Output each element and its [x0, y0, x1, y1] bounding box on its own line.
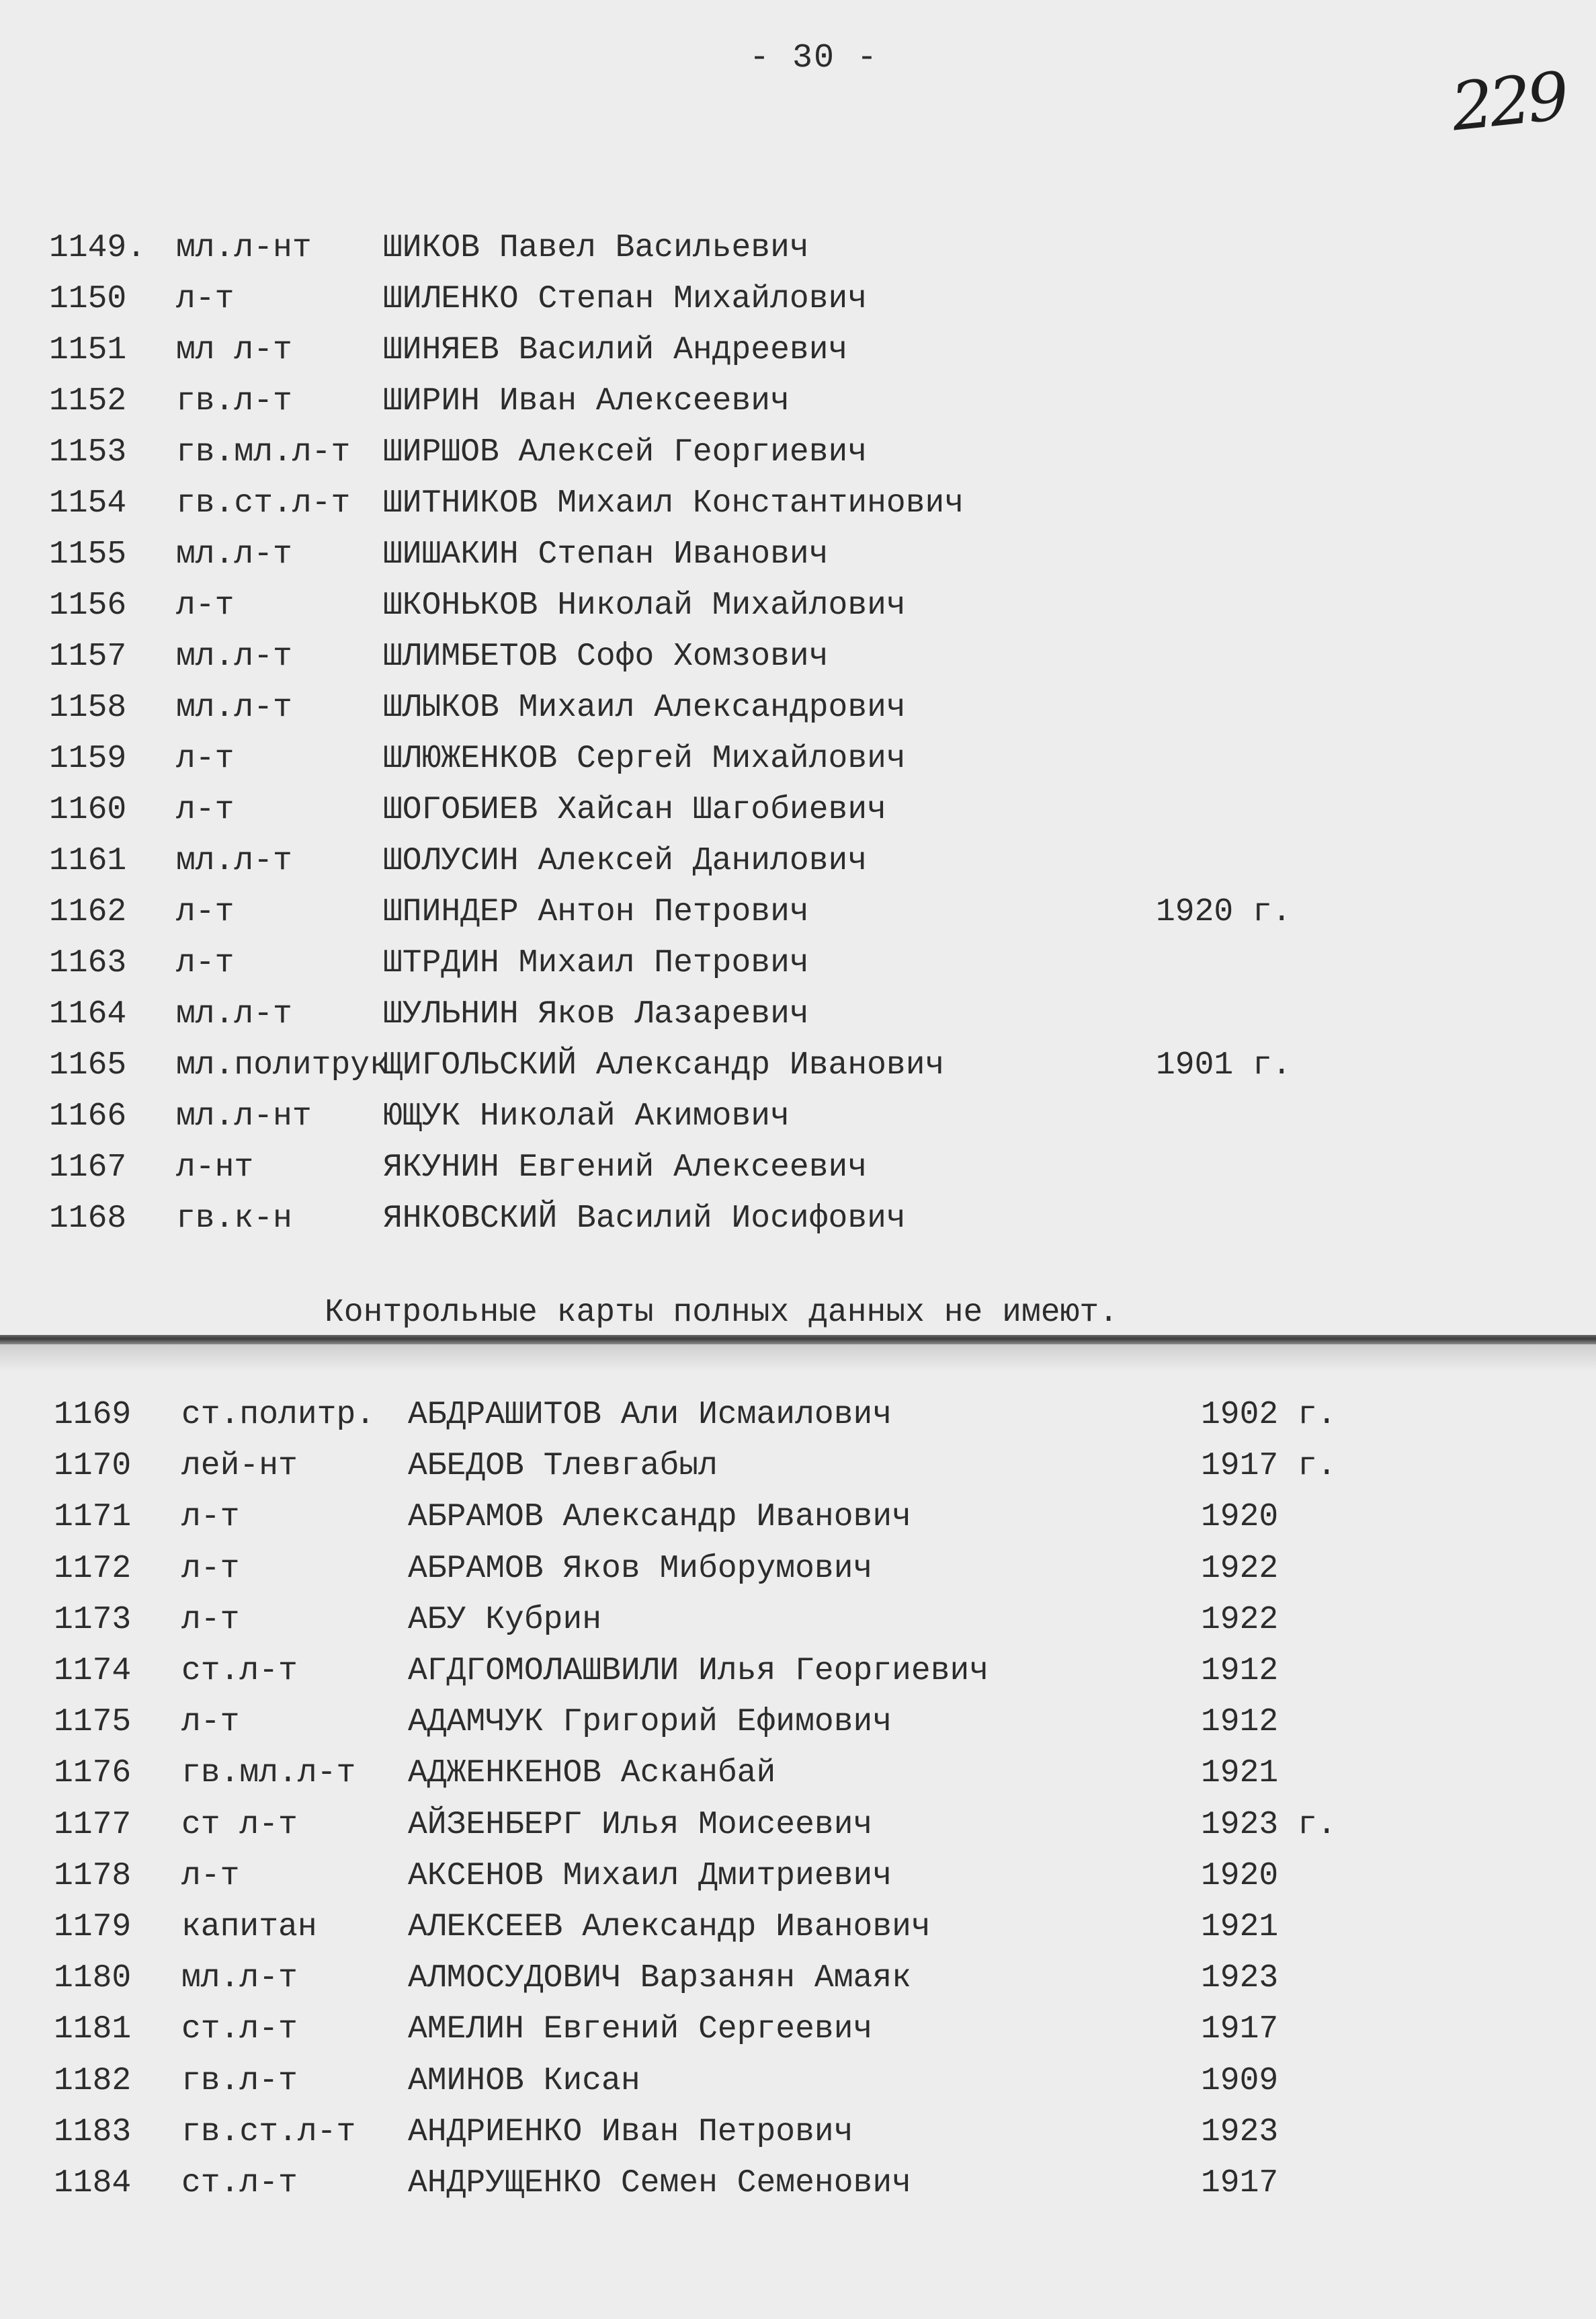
entry-rank: капитан — [181, 1909, 317, 1945]
list-item — [0, 536, 1596, 587]
entry-num: 1182 — [54, 2062, 132, 2099]
entry-rank: л-т — [176, 587, 235, 624]
entry-year: 1920 г. — [1156, 894, 1292, 930]
entry-rank: мл.политрук — [176, 1047, 389, 1084]
list-item — [0, 690, 1596, 741]
entry-rank: мл.л-т — [176, 996, 292, 1032]
entry-rank: л-т — [181, 1601, 240, 1638]
entry-rank: ст.политр. — [181, 1397, 376, 1433]
entry-name: ШИРШОВ Алексей Георгиевич — [383, 434, 868, 471]
entry-num: 1152 — [49, 383, 127, 419]
entry-year: 1922 — [1201, 1601, 1279, 1638]
entry-num: 1165 — [49, 1047, 127, 1084]
entry-rank: мл.л-нт — [176, 230, 312, 266]
entry-num: 1155 — [49, 536, 127, 573]
page-fold-shadow — [0, 1344, 1596, 1371]
entry-name: ШИШАКИН Степан Иванович — [383, 536, 829, 573]
entry-num: 1183 — [54, 2113, 132, 2150]
entry-num: 1166 — [49, 1098, 127, 1135]
entry-num: 1168 — [49, 1201, 127, 1237]
entry-name: ШЛЫКОВ Михаил Александрович — [383, 690, 906, 726]
entry-num: 1151 — [49, 332, 127, 368]
entry-rank: гв.мл.л-т — [176, 434, 351, 471]
entry-num: 1149. — [49, 230, 146, 266]
entry-rank: л-т — [181, 1704, 240, 1741]
archive-sheet-number: 229 — [1447, 58, 1569, 147]
entry-rank: ст.л-т — [181, 2165, 298, 2201]
list-item — [0, 1960, 1596, 2011]
entry-rank: мл.л-т — [176, 690, 292, 726]
entry-num: 1184 — [54, 2165, 132, 2201]
entry-num: 1179 — [54, 1909, 132, 1945]
entry-name: ЮЩУК Николай Акимович — [383, 1098, 790, 1135]
list-item — [0, 1858, 1596, 1909]
entry-rank: ст.л-т — [181, 2011, 298, 2048]
entry-name: АБРАМОВ Александр Иванович — [408, 1499, 911, 1536]
entry-num: 1174 — [54, 1653, 132, 1689]
entry-num: 1161 — [49, 843, 127, 879]
list-item — [0, 1397, 1596, 1448]
entry-name: ЩИГОЛЬСКИЙ Александр Иванович — [383, 1047, 945, 1084]
entry-rank: гв.ст.л-т — [176, 485, 351, 522]
entry-name: ШОГОБИЕВ Хайсан Шагобиевич — [383, 792, 886, 828]
entry-rank: л-т — [176, 741, 235, 777]
entry-name: ШИНЯЕВ Василий Андреевич — [383, 332, 848, 368]
list-item — [0, 1499, 1596, 1550]
list-item — [0, 434, 1596, 485]
entry-num: 1181 — [54, 2011, 132, 2048]
entry-name: ЯКУНИН Евгений Алексеевич — [383, 1149, 868, 1186]
entry-name: АДАМЧУК Григорий Ефимович — [408, 1704, 892, 1741]
list-item — [0, 2114, 1596, 2165]
entry-num: 1173 — [54, 1601, 132, 1638]
entry-num: 1156 — [49, 587, 127, 624]
entry-name: АМИНОВ Кисан — [408, 2062, 640, 2099]
entry-rank: л-т — [181, 1857, 240, 1894]
list-item — [0, 945, 1596, 996]
entry-year: 1920 — [1201, 1499, 1279, 1536]
entry-num: 1180 — [54, 1960, 132, 1997]
entry-name: АБУ Кубрин — [408, 1601, 602, 1638]
entry-num: 1159 — [49, 741, 127, 777]
entry-rank: ст.л-т — [181, 1653, 298, 1689]
entry-name: АЛМОСУДОВИЧ Варзанян Амаяк — [408, 1960, 911, 1997]
entry-num: 1169 — [54, 1397, 132, 1433]
entry-rank: мл.л-т — [176, 843, 292, 879]
entry-name: АЛЕКСЕЕВ Александр Иванович — [408, 1909, 931, 1945]
entry-name: АБЕДОВ Тлевгабыл — [408, 1448, 718, 1485]
entry-rank: мл.л-т — [176, 536, 292, 573]
entry-name: ШПИНДЕР Антон Петрович — [383, 894, 809, 930]
entry-num: 1160 — [49, 792, 127, 828]
entry-num: 1164 — [49, 996, 127, 1032]
entry-name: АБДРАШИТОВ Али Исмаилович — [408, 1397, 892, 1433]
entry-name: ШУЛЬНИН Яков Лазаревич — [383, 996, 809, 1032]
entry-rank: л-т — [176, 945, 235, 981]
list-item — [0, 792, 1596, 843]
entry-rank: ст л-т — [181, 1806, 298, 1843]
entry-num: 1171 — [54, 1499, 132, 1536]
list-item — [0, 1755, 1596, 1806]
entry-rank: лей-нт — [181, 1448, 298, 1485]
entry-num: 1153 — [49, 434, 127, 471]
list-item — [0, 2011, 1596, 2062]
entry-year: 1917 г. — [1201, 1448, 1337, 1485]
list-item — [0, 741, 1596, 792]
entry-rank: гв.л-т — [181, 2062, 298, 2099]
entry-year: 1923 — [1201, 1960, 1279, 1997]
entry-rank: мл.л-т — [181, 1960, 298, 1997]
list-item — [0, 639, 1596, 690]
list-item — [0, 894, 1596, 945]
entry-year: 1912 — [1201, 1653, 1279, 1689]
list-item — [0, 2165, 1596, 2216]
entry-rank: гв.л-т — [176, 383, 292, 419]
entry-num: 1170 — [54, 1448, 132, 1485]
entry-year: 1923 г. — [1201, 1806, 1337, 1843]
entry-num: 1157 — [49, 639, 127, 675]
entry-rank: мл л-т — [176, 332, 292, 368]
entry-name: АНДРИЕНКО Иван Петрович — [408, 2113, 853, 2150]
entry-year: 1901 г. — [1156, 1047, 1292, 1084]
entry-name: ШКОНЬКОВ Николай Михайлович — [383, 587, 906, 624]
list-item — [0, 383, 1596, 434]
list-item — [0, 1653, 1596, 1704]
entry-rank: гв.к-н — [176, 1201, 292, 1237]
list-item — [0, 1448, 1596, 1499]
entry-num: 1163 — [49, 945, 127, 981]
list-item — [0, 1149, 1596, 1201]
entry-name: ШИЛЕНКО Степан Михайлович — [383, 281, 868, 317]
entry-name: ШОЛУСИН Алексей Данилович — [383, 843, 868, 879]
entry-num: 1150 — [49, 281, 127, 317]
entry-num: 1175 — [54, 1704, 132, 1741]
entry-rank: мл.л-т — [176, 639, 292, 675]
list-item — [0, 230, 1596, 281]
entry-year: 1917 — [1201, 2011, 1279, 2048]
page-number: - 30 - — [749, 39, 879, 77]
entry-num: 1176 — [54, 1755, 132, 1792]
entry-name: АНДРУЩЕНКО Семен Семенович — [408, 2165, 911, 2201]
entry-rank: гв.мл.л-т — [181, 1755, 356, 1792]
list-item — [0, 996, 1596, 1047]
list-item — [0, 843, 1596, 894]
entry-num: 1172 — [54, 1550, 132, 1587]
entry-year: 1912 — [1201, 1704, 1279, 1741]
entry-name: АДЖЕНКЕНОВ Асканбай — [408, 1755, 776, 1792]
entry-num: 1178 — [54, 1857, 132, 1894]
entry-year: 1923 — [1201, 2113, 1279, 2150]
list-item — [0, 2063, 1596, 2114]
entry-name: ШИКОВ Павел Васильевич — [383, 230, 809, 266]
entry-rank: мл.л-нт — [176, 1098, 312, 1135]
entry-num: 1158 — [49, 690, 127, 726]
entry-num: 1177 — [54, 1806, 132, 1843]
entry-year: 1902 г. — [1201, 1397, 1337, 1433]
list-item — [0, 1551, 1596, 1602]
entry-num: 1162 — [49, 894, 127, 930]
entry-rank: л-т — [176, 281, 235, 317]
list-item — [0, 1201, 1596, 1252]
list-item — [0, 281, 1596, 332]
list-item — [0, 485, 1596, 536]
entry-name: ШЛЮЖЕНКОВ Сергей Михайлович — [383, 741, 906, 777]
entry-rank: л-т — [176, 792, 235, 828]
entry-num: 1167 — [49, 1149, 127, 1186]
list-item — [0, 1704, 1596, 1755]
entry-rank: л-т — [181, 1550, 240, 1587]
entry-rank: гв.ст.л-т — [181, 2113, 356, 2150]
entry-name: АГДГОМОЛАШВИЛИ Илья Георгиевич — [408, 1653, 989, 1689]
entry-year: 1920 — [1201, 1857, 1279, 1894]
list-item — [0, 1098, 1596, 1149]
entry-name: АЙЗЕНБЕРГ Илья Моисеевич — [408, 1806, 873, 1843]
entry-name: ШТРДИН Михаил Петрович — [383, 945, 809, 981]
entry-year: 1917 — [1201, 2165, 1279, 2201]
list-item — [0, 1909, 1596, 1960]
entry-rank: л-нт — [176, 1149, 254, 1186]
entry-year: 1922 — [1201, 1550, 1279, 1587]
page-fold-line — [0, 1335, 1596, 1344]
entry-name: АМЕЛИН Евгений Сергеевич — [408, 2011, 873, 2048]
list-item — [0, 1602, 1596, 1653]
entry-name: АКСЕНОВ Михаил Дмитриевич — [408, 1857, 892, 1894]
list-item — [0, 1047, 1596, 1098]
list-item — [0, 332, 1596, 383]
entry-rank: л-т — [176, 894, 235, 930]
list-item — [0, 1807, 1596, 1858]
entry-name: ЯНКОВСКИЙ Василий Иосифович — [383, 1201, 906, 1237]
entry-num: 1154 — [49, 485, 127, 522]
entry-name: ШИТНИКОВ Михаил Константинович — [383, 485, 964, 522]
entry-year: 1909 — [1201, 2062, 1279, 2099]
entry-rank: л-т — [181, 1499, 240, 1536]
entry-name: ШЛИМБЕТОВ Софо Хомзович — [383, 639, 829, 675]
entry-year: 1921 — [1201, 1755, 1279, 1792]
entry-name: ШИРИН Иван Алексеевич — [383, 383, 790, 419]
entry-year: 1921 — [1201, 1909, 1279, 1945]
entry-name: АБРАМОВ Яков Миборумович — [408, 1550, 873, 1587]
section-note: Контрольные карты полных данных не имеют. — [325, 1295, 1118, 1331]
list-item — [0, 587, 1596, 639]
